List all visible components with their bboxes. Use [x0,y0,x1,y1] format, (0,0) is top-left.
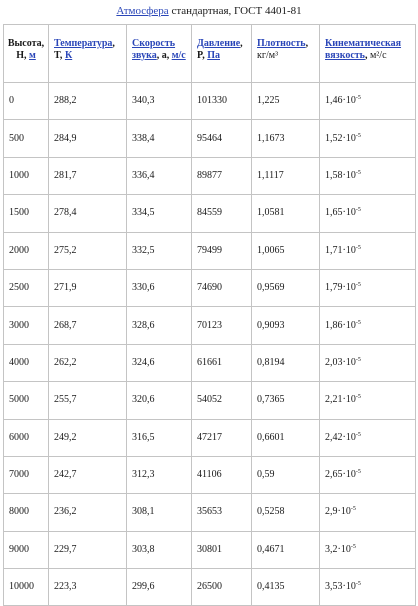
header-temperature-symbol: T, [54,50,65,61]
altitude-cell: 0 [4,83,49,120]
viscosity-mantissa: 1,71·10 [325,244,356,256]
sound-speed-cell: 320,6 [127,382,192,419]
viscosity-mantissa: 1,86·10 [325,319,356,331]
sound-speed-cell: 328,6 [127,307,192,344]
altitude-cell: 2000 [4,232,49,269]
pressure-cell: 54052 [192,382,252,419]
table-row [4,83,416,120]
header-sound-speed-symbol: a, [161,50,172,61]
header-viscosity-unit: м²/с [369,50,387,61]
density-cell: 0,4135 [252,569,320,606]
viscosity-mantissa: 1,79·10 [325,282,356,294]
pressure-cell: 35653 [192,494,252,531]
sound-speed-cell: 312,3 [127,456,192,493]
sound-speed-cell: 332,5 [127,232,192,269]
temperature-cell: 249,2 [49,419,127,456]
viscosity-mantissa: 1,58·10 [325,169,356,181]
table-row [4,456,416,493]
viscosity-exponent: -5 [355,431,361,438]
altitude-cell: 4000 [4,344,49,381]
viscosity-mantissa: 2,65·10 [325,469,356,481]
viscosity-mantissa: 3,2·10 [325,543,351,555]
temperature-cell: 281,7 [49,157,127,194]
table-row [4,531,416,568]
density-cell: 1,225 [252,83,320,120]
temperature-cell: 236,2 [49,494,127,531]
viscosity-cell [320,494,416,531]
temperature-cell: 275,2 [49,232,127,269]
table-caption [0,4,418,18]
header-sound-speed-link[interactable]: Скорость звука [132,38,176,61]
altitude-cell: 6000 [4,419,49,456]
header-sound-speed-unit-link[interactable]: м/с [171,50,186,61]
viscosity-exponent: -5 [355,394,361,401]
temperature-cell: 288,2 [49,83,127,120]
altitude-cell: 7000 [4,456,49,493]
viscosity-exponent: -5 [350,543,356,550]
temperature-cell: 278,4 [49,195,127,232]
viscosity-mantissa: 1,46·10 [325,95,356,107]
viscosity-cell [320,569,416,606]
viscosity-cell [320,307,416,344]
header-pressure-link[interactable]: Давление [197,38,241,49]
pressure-cell: 89877 [192,157,252,194]
header-temperature-link[interactable]: Температура [54,38,113,49]
viscosity-exponent: -5 [355,282,361,289]
viscosity-exponent: -5 [355,132,361,139]
altitude-cell: 9000 [4,531,49,568]
altitude-cell: 2500 [4,269,49,306]
header-density-unit: кг/м³ [257,50,279,61]
sound-speed-cell: 299,6 [127,569,192,606]
caption-link-atmosphere[interactable]: Атмосфера [116,5,169,17]
header-density: Плотность, кг/м³ [252,25,320,83]
viscosity-cell [320,269,416,306]
pressure-cell: 70123 [192,307,252,344]
altitude-cell: 10000 [4,569,49,606]
viscosity-cell [320,419,416,456]
table-row [4,120,416,157]
temperature-cell: 242,7 [49,456,127,493]
header-temperature: Температура, T, К [49,25,127,83]
altitude-cell: 8000 [4,494,49,531]
viscosity-mantissa: 2,42·10 [325,431,356,443]
table-row [4,494,416,531]
sound-speed-cell: 316,5 [127,419,192,456]
temperature-cell: 262,2 [49,344,127,381]
header-pressure: Давление, P, Па [192,25,252,83]
viscosity-mantissa: 1,65·10 [325,207,356,219]
viscosity-mantissa: 1,52·10 [325,132,356,144]
header-viscosity: Кинематическая вязкость, м²/с [320,25,416,83]
altitude-cell: 1000 [4,157,49,194]
pressure-cell: 79499 [192,232,252,269]
temperature-cell: 255,7 [49,382,127,419]
viscosity-exponent: -5 [355,244,361,251]
header-pressure-symbol: P, [197,50,208,61]
caption-text: стандартная, ГОСТ 4401-81 [168,5,302,17]
viscosity-exponent: -5 [355,95,361,102]
sound-speed-cell: 324,6 [127,344,192,381]
viscosity-cell [320,344,416,381]
viscosity-cell [320,157,416,194]
altitude-cell: 5000 [4,382,49,419]
header-altitude-label: Высота, [7,38,45,49]
density-cell: 0,59 [252,456,320,493]
temperature-cell: 223,3 [49,569,127,606]
sound-speed-cell: 303,8 [127,531,192,568]
density-cell: 1,1673 [252,120,320,157]
header-density-link[interactable]: Плотность [257,38,306,49]
viscosity-exponent: -5 [355,581,361,588]
viscosity-exponent: -5 [355,356,361,363]
pressure-cell: 30801 [192,531,252,568]
standard-atmosphere-table [3,24,416,606]
density-cell: 0,8194 [252,344,320,381]
header-altitude-symbol: H, [16,50,29,61]
pressure-cell: 84559 [192,195,252,232]
sound-speed-cell: 336,4 [127,157,192,194]
table-row [4,157,416,194]
density-cell: 0,6601 [252,419,320,456]
pressure-cell: 47217 [192,419,252,456]
viscosity-cell [320,531,416,568]
table-header-row [4,25,416,83]
pressure-cell: 95464 [192,120,252,157]
header-pressure-unit-link[interactable]: Па [207,50,220,61]
viscosity-cell [320,120,416,157]
viscosity-cell [320,195,416,232]
density-cell: 0,9569 [252,269,320,306]
viscosity-exponent: -5 [355,469,361,476]
header-temperature-unit-link[interactable]: К [64,50,73,61]
header-altitude-unit-link[interactable]: м [28,50,36,61]
altitude-cell: 500 [4,120,49,157]
sound-speed-cell: 338,4 [127,120,192,157]
viscosity-mantissa: 2,03·10 [325,356,356,368]
table-row [4,195,416,232]
viscosity-exponent: -5 [355,319,361,326]
viscosity-exponent: -5 [355,169,361,176]
altitude-cell: 1500 [4,195,49,232]
pressure-cell: 61661 [192,344,252,381]
pressure-cell: 26500 [192,569,252,606]
temperature-cell: 229,7 [49,531,127,568]
table-row [4,419,416,456]
pressure-cell: 74690 [192,269,252,306]
sound-speed-cell: 330,6 [127,269,192,306]
sound-speed-cell: 308,1 [127,494,192,531]
table-row [4,269,416,306]
viscosity-mantissa: 3,53·10 [325,581,356,593]
viscosity-exponent: -5 [355,207,361,214]
density-cell: 1,0581 [252,195,320,232]
temperature-cell: 268,7 [49,307,127,344]
density-cell: 0,7365 [252,382,320,419]
sound-speed-cell: 334,5 [127,195,192,232]
viscosity-mantissa: 2,21·10 [325,394,356,406]
density-cell: 1,1117 [252,157,320,194]
header-viscosity-link[interactable]: Кинематическая вязкость [325,38,402,61]
table-row [4,569,416,606]
density-cell: 0,4671 [252,531,320,568]
viscosity-cell [320,83,416,120]
sound-speed-cell: 340,3 [127,83,192,120]
table-row [4,382,416,419]
altitude-cell: 3000 [4,307,49,344]
density-cell: 1,0065 [252,232,320,269]
header-sound-speed: Скорость звука, a, м/с [127,25,192,83]
header-altitude [4,25,49,83]
pressure-cell: 41106 [192,456,252,493]
table-row [4,344,416,381]
density-cell: 0,9093 [252,307,320,344]
temperature-cell: 284,9 [49,120,127,157]
viscosity-cell [320,382,416,419]
pressure-cell: 101330 [192,83,252,120]
table-row [4,307,416,344]
viscosity-exponent: -5 [350,506,356,513]
table-row [4,232,416,269]
density-cell: 0,5258 [252,494,320,531]
temperature-cell: 271,9 [49,269,127,306]
viscosity-mantissa: 2,9·10 [325,506,351,518]
viscosity-cell [320,232,416,269]
viscosity-cell [320,456,416,493]
